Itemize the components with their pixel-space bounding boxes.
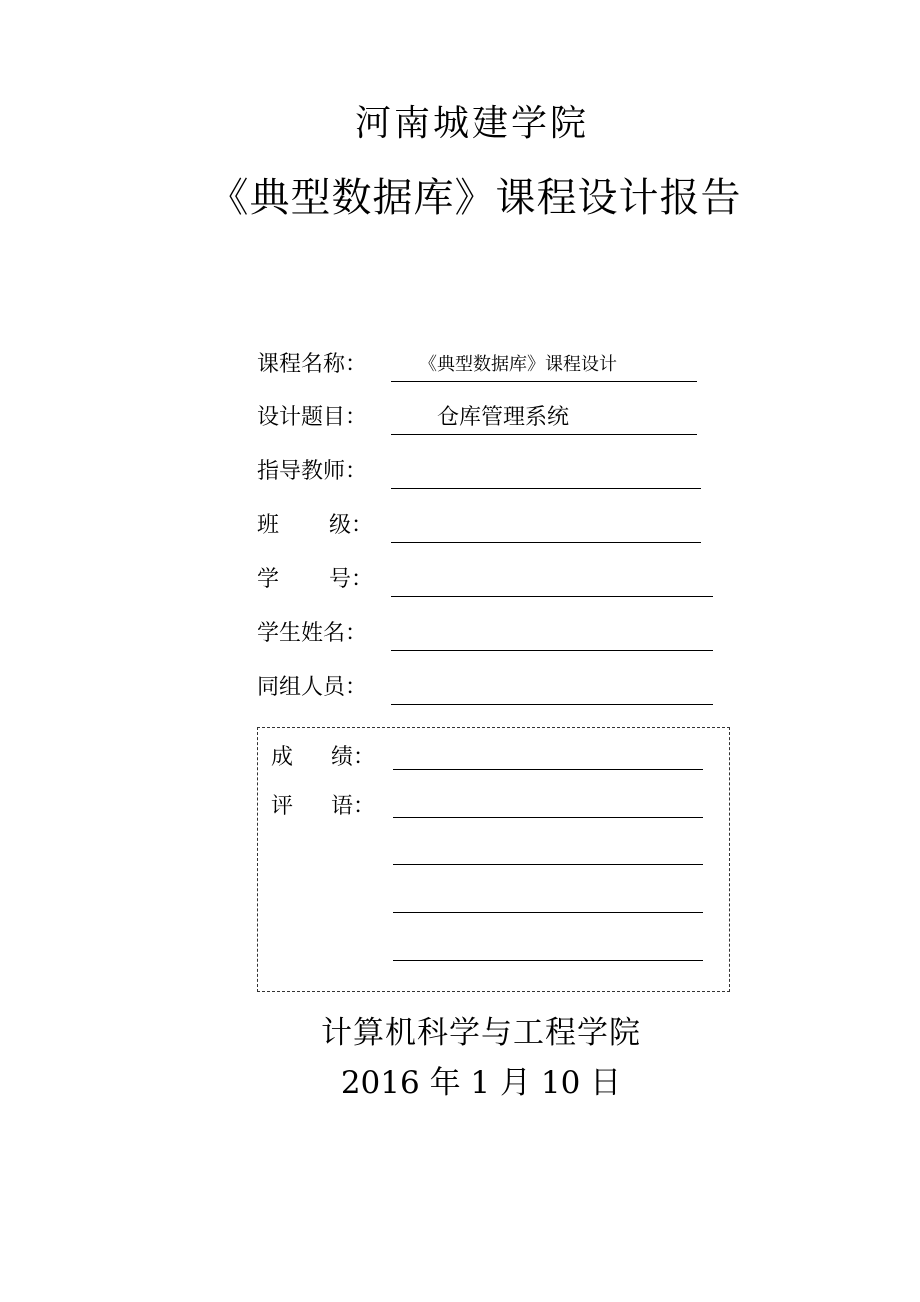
field-value bbox=[391, 455, 701, 489]
field-label: 课程名称： bbox=[257, 352, 368, 377]
field-advisor bbox=[257, 455, 702, 489]
comment-line bbox=[393, 912, 703, 913]
field-label-part: 级： bbox=[329, 513, 374, 538]
field-label-part: 班 bbox=[257, 513, 280, 538]
school-name: 河南城建学院 bbox=[354, 103, 589, 144]
field-value bbox=[391, 617, 713, 651]
field-value: 《典型数据库》课程设计 bbox=[391, 348, 697, 382]
score-line bbox=[393, 769, 703, 770]
field-label: 设计题目： bbox=[257, 405, 368, 430]
comment-line bbox=[393, 817, 703, 818]
field-value bbox=[391, 509, 701, 543]
field-student-id bbox=[257, 563, 717, 597]
comment-label bbox=[271, 790, 375, 824]
field-design-topic bbox=[257, 401, 702, 435]
comment-line bbox=[393, 864, 703, 865]
comment-label-part: 语： bbox=[331, 794, 376, 819]
report-title: 《典型数据库》课程设计报告 bbox=[208, 175, 742, 221]
field-label-part: 学 bbox=[257, 567, 280, 592]
field-value bbox=[391, 671, 713, 705]
department-name: 计算机科学与工程学院 bbox=[321, 1015, 641, 1051]
score-label-part: 成 bbox=[271, 745, 294, 770]
field-value bbox=[391, 563, 713, 597]
field-label bbox=[257, 563, 373, 597]
comment-line bbox=[393, 960, 703, 961]
comment-label-part: 评 bbox=[271, 794, 294, 819]
field-value: 仓库管理系统 bbox=[391, 401, 697, 435]
field-label: 同组人员： bbox=[257, 675, 368, 700]
field-class bbox=[257, 509, 702, 543]
grading-box bbox=[257, 727, 730, 992]
field-course-name bbox=[257, 348, 702, 382]
field-label: 学生姓名： bbox=[257, 621, 368, 646]
field-label: 指导教师： bbox=[257, 459, 368, 484]
field-student-name bbox=[257, 617, 717, 651]
field-label-part: 号： bbox=[329, 567, 374, 592]
field-label bbox=[257, 509, 373, 543]
score-label-part: 绩： bbox=[331, 745, 376, 770]
score-label bbox=[271, 741, 375, 775]
field-group-members bbox=[257, 671, 717, 705]
report-date: 2016 年 1 月 10 日 bbox=[340, 1065, 622, 1101]
